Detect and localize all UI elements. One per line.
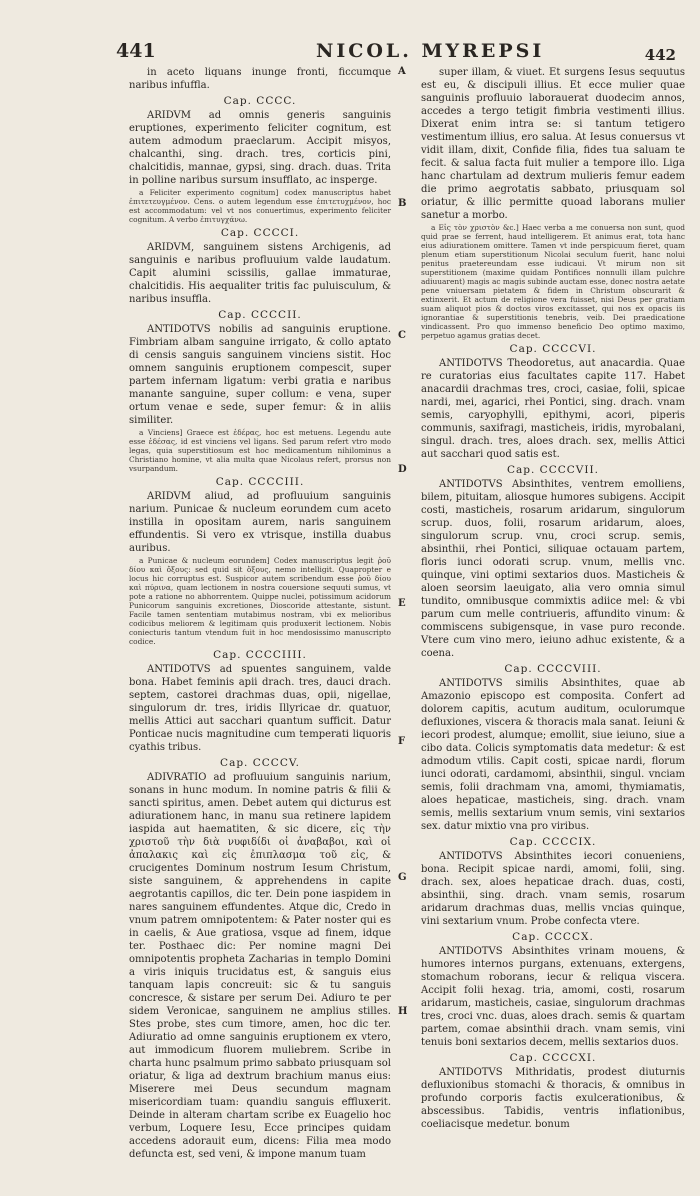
section-marker: C bbox=[398, 330, 406, 341]
chapter-heading: Cap. CCCCVIII. bbox=[504, 663, 602, 675]
text-paragraph: ARIDVM aliud, ad profluuium sanguinis narium. Punicae & nucleum eorundem cum aceto instilla in opositam aurem, naris sanguinem effundentis. Si vero ex vtrisque, instilla duabus auribus. bbox=[129, 491, 391, 554]
chapter-heading: Cap. CCCCVI. bbox=[509, 343, 597, 355]
text-paragraph: ANTIDOTVS Absinthites, ventrem emolliens, bilem, pituitam, aliosque humores subigens. Accipit costi, masticheis, rosarum aridarum, singulorum scrup. duos, folii, rosarum aridarum, aloes, singulorum scrup. vnu, croci scrup. semis, absinthii, rhei Pontici, siliquae octauam partem, floris iunci odorati scrup. vnum, mellis vnc. quinque, vini optimi sextarios duos. Masticheis & aloen seorsim laeuigato, alia vero omnia simul tundito, omnibusque commixtis adiice mel: & vbi parum cum melle contriueris, affundito vinum: & commiscens subigensque, in vase puro reconde. Vtere cum vino mero, ieiuno adhuc existente, & a coena. bbox=[421, 479, 685, 659]
chapter-heading: Cap. CCCCV. bbox=[220, 757, 300, 769]
chapter-heading: Cap. CCCCX. bbox=[512, 931, 594, 943]
chapter-heading: Cap. CCCCIII. bbox=[215, 476, 305, 488]
chapter-heading: Cap. CCCCVII. bbox=[506, 464, 600, 476]
annotation-note: a Punicae & nucleum eorundem] Codex manuscriptus legit ῥοῦ δίου καὶ ὄξους: sed quid sit ὄξους, nemo intelligit. Quapropter e locus hic corruptus est. Suspicor autem scribendum esse ῥοῦ δίου καὶ πύρινα, quam lectionem in nostra couersione sequuti sumus, vt pote a ratione no abhorrentem. Quippe nuclei, potissimum acidorum Punicorum sanguinis excretiones, Dioscoride attestante, sistunt. Facile tamen sententiam mutabimus nostram, vbi ex melioribus codicibus meliorem & legitimam quis produxerit lectionem. Nobis coniecturis tantum vtendum fuit in hoc mendosissimo manuscripto codice. bbox=[129, 556, 391, 646]
chapter-heading: Cap. CCCCII. bbox=[218, 309, 302, 321]
chapter-heading: Cap. CCCC. bbox=[223, 95, 297, 107]
page-number-left: 441 bbox=[116, 40, 156, 62]
section-marker: G bbox=[398, 872, 407, 883]
annotation-note: a Vinciens] Graece est ἐδέρας, hoc est metuens. Legendu aute esse ἐδέσας, id est vinciens vel ligans. Sed parum refert vtro modo legas, quia superstitiosum est hoc medicamentum nihilominus a Christiano homine, vt alia multa quae Nicolaus refert, prorsus non vsurpandum. bbox=[129, 428, 391, 473]
section-marker: A bbox=[398, 66, 406, 77]
text-paragraph: ARIDVM ad omnis generis sanguinis eruptiones, experimento feliciter cognitum, est autem admodum praeclarum. Accipit misyos, chalcanthi, sing. drach. tres, corticis pini, chalcitidis, mannae, gypsi, sing. drach. duas. Trita in polline naribus sursum insufflato, ac insperge. bbox=[129, 110, 391, 186]
running-title: NICOL. MYREPSI bbox=[316, 40, 545, 62]
annotation-note: a Feliciter experimento cognitum] codex manuscriptus habet ἐπιτετευγμένον. Cens. o autem legendum esse ἐπιτετυχμένον, hoc est accommodatum: vel vt nos conuertimus, experimento feliciter cognitum. A verbo ἐπιτυγχάνω. bbox=[129, 188, 391, 224]
section-marker: D bbox=[398, 464, 407, 475]
text-paragraph: ANTIDOTVS nobilis ad sanguinis eruptione. Fimbriam albam sanguine irrigato, & collo aptato di censis sanguis sanguinem vinciens sistit. Hoc omnem sanguinis eruptionem compescit, super partem infernam ligatum: verbi gratia e naribus manante sanguine, super collum: e vena, super ortum venae e sede, super femur: & in aliis similiter. bbox=[129, 324, 391, 426]
text-paragraph: in aceto liquans inunge fronti, ficcumque naribus infuffla. bbox=[129, 67, 391, 91]
left-column bbox=[129, 66, 391, 1161]
page-number-right: 442 bbox=[644, 46, 676, 64]
annotation-note: a Εἰς τὸν χριστὸν &c.] Haec verba a me conuersa non sunt, quod quid prae se ferrent, haud intelligerem. Et animus erat, tota hanc eius adiurationem omittere. Tamen vt inde perspicuum fieret, quam plenum etiam superstitionum Nicolai seculum fuerit, hanc nolui penitus praetereundam esse iudicaui. Vt mirum non sit superstitionem (maxime quidam Pontifices nonnulli illam pulchre adiuuarent) magis ac magis subinde auctam esse, donec nostra aetate pene vniuersam pietatem & fidem in Christum obscurarit & extinxerit. Et actum de religione vera fuisset, nisi Deus per gratiam suam aliquot pios & doctos viros excitasset, qui nos ex opacis iis ignorantiae & superstitionis tenebris, veib. Dei praedicatione vindicassent. Pro quo immenso beneficio Deo optimo maximo, perpetuo agamus gratias decet. bbox=[421, 223, 685, 340]
chapter-heading: Cap. CCCCIIII. bbox=[213, 649, 307, 661]
text-paragraph: ARIDVM, sanguinem sistens Archigenis, ad sanguinis e naribus profluuium valde laudatum. Capit alumini scissilis, gallae immaturae, chalcitidis. His aequaliter tritis fac puluisculum, & naribus insuffla. bbox=[129, 242, 391, 305]
text-paragraph: ANTIDOTVS similis Absinthites, quae ab Amazonio episcopo est composita. Confert ad dolorem capitis, acutum auditum, oculorumque defluxiones, viscera & thoracis mala sanat. Ieiuni & iecori prodest, alumque; emollit, siue ieiuno, siue a cibo data. Colicis symptomatis data medetur: & est admodum vtilis. Capit costi, spicae nardi, florum iunci odorati, cardamomi, absinthii, singul. vnciam semis, folii drachmam vna, amomi, thymiamatis, aloes hepaticae, masticheis, sing. drach. vnam semis, mellis sextarium vnum semis, vini sextarios sex. datur mixtio vna pro viribus. bbox=[421, 678, 685, 832]
section-marker: E bbox=[398, 598, 406, 609]
right-column bbox=[421, 66, 685, 1131]
text-paragraph: ANTIDOTVS Theodoretus, aut anacardia. Quae re curatorias eius facultates capite 117. Habet anacardii drachmas tres, croci, casiae, folii, spicae nardi, mei, agarici, rhei Pontici, sing. drach. vnam semis, caryophylli, epithymi, acori, piperis communis, saxifragi, masticheis, iridis, myrobalani, singul. drach. tres, aloes drach. sex, mellis Attici aut sacchari quod satis est. bbox=[421, 358, 685, 460]
section-marker: F bbox=[398, 736, 406, 747]
text-paragraph: super illam, & viuet. Et surgens Iesus sequutus est eu, & discipuli illius. Et ecce mulier quae sanguinis profluuio laborauerat duodecim annos, accedes a tergo tetigit fimbria vestimenti illius. Dixerat enim intra se: si tantum tetigero vestimentum illius, ero salua. At Iesus conuersus vt vidit illam, dixit, Confide filia, fides tua saluam te fecit. & salua facta fuit mulier a tempore illo. Liga hanc chartulam ad dextrum mulieris femur eadem die primo aegrotatis sabbato, priusquam sol oriatur, & illic permitte quoad laborans mulier sanetur a morbo. bbox=[421, 67, 685, 221]
chapter-heading: Cap. CCCCIX. bbox=[509, 836, 597, 848]
section-marker: H bbox=[398, 1006, 408, 1017]
section-markers bbox=[398, 66, 416, 1066]
text-paragraph: ANTIDOTVS Absinthites vrinam mouens, & humores internos purgans, extenuans, extergens, stomachum roborans, iecur & reliqua viscera. Accipit folii hexag. tria, amomi, costi, rosarum aridarum, masticheis, casiae, singulorum drachmas tres, croci vnc. duas, aloes drach. semis & quartam partem, comae absinthii drach. vnam semis, vini tenuis boni sextarios decem, mellis sextarios duos. bbox=[421, 946, 685, 1048]
text-paragraph: ADIVRATIO ad profluuium sanguinis narium, sonans in hunc modum. In nomine patris & filii & sancti spiritus, amen. Debet autem qui dicturus est adiurationem hanc, in manu sua retinere lapidem iaspida aut haematiten, & sic dicere, εἰς τὴν χριστοῦ τὴν διὰ νυφιδίδι οἱ ἀναβαβοι, καὶ οἱ ἀπαλακις καὶ εἰς ἐπιπλασμα τοῦ εἰς, & crucigentes Dominum nostrum Iesum Christum, siste sanguinem, & apprehendens in capite aegrotantis capillos, dic ter. Dein pone iaspidem in nares sanguinem effundentes. Atque dic, Credo in vnum patrem omnipotentem: & Pater noster qui es in caelis, & Aue gratiosa, vsque ad finem, idque ter. Posthaec dic: Per nomine magni Dei omnipotentis propheta Zacharias in templo Domini a viris iniquis trucidatus est, & sanguis eius tanquam lapis concreuit: sic & tu sanguis concresce, & sistare per serum Dei. Adiuro te per sidem Veronicae, sanguinem ne amplius stilles. Stes probe, stes cum timore, amen, hoc dic ter. Adiuratio ad omne sanguinis eruptionem ex vtero, aut immodicum fluorem muliebrem. Scribe in charta hunc psalmum primo sabbato priusquam sol oriatur, & liga ad dextrum brachium manus eius: Miserere mei Deus secundum magnam misericordiam tuam: quandiu sanguis effluxerit. Deinde in alteram chartam scribe ex Euagelio hoc verbum, Loquere Iesu, Ecce principes quidam accedens adorauit eum, dicens: Filia mea modo defuncta est, sed veni, & impone manum tuam bbox=[129, 772, 391, 1160]
text-paragraph: ANTIDOTVS Mithridatis, prodest diuturnis defluxionibus stomachi & thoracis, & omnibus in profundo corporis factis exulcerationibus, & abscessibus. Tabidis, ventris inflationibus, coeliacisque medetur. bonum bbox=[421, 1067, 685, 1130]
text-paragraph: ANTIDOTVS Absinthites iecori conueniens, bona. Recipit spicae nardi, amomi, folii, sing. drach. sex, aloes hepaticae drach. duas, costi, absinthii, sing. drach. vnam semis, rosarum aridarum drachmas duas, mellis vncias quinque, vini sextarium vnum. Probe confecta vtere. bbox=[421, 851, 685, 927]
chapter-heading: Cap. CCCCXI. bbox=[509, 1052, 597, 1064]
text-paragraph: ANTIDOTVS ad spuentes sanguinem, valde bona. Habet feminis apii drach. tres, dauci drach. septem, castorei drachmas duas, opii, nigellae, singulorum dr. tres, iridis Illyricae dr. quatuor, mellis Attici aut sacchari quantum sufficit. Datur Ponticae nucis magnitudine cum temperati liquoris cyathis tribus. bbox=[129, 664, 391, 753]
chapter-heading: Cap. CCCCI. bbox=[220, 227, 300, 239]
section-marker: B bbox=[398, 198, 407, 209]
